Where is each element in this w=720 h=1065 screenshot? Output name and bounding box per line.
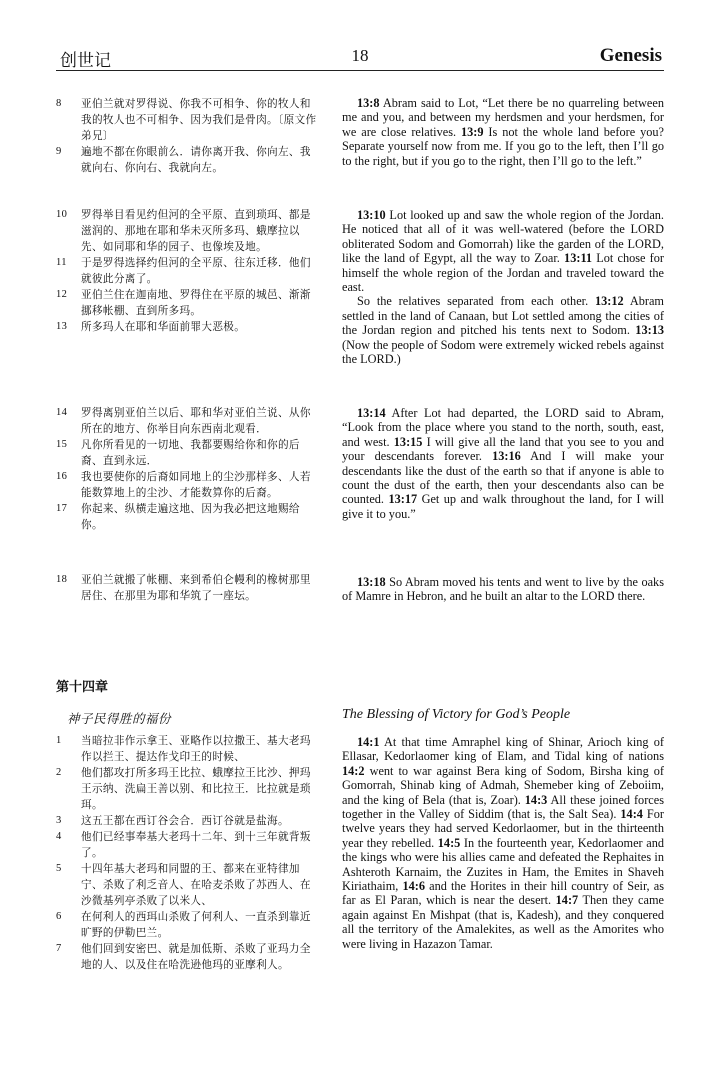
en-block-4 [342, 575, 664, 604]
verse-reference: 13:17 [388, 492, 418, 507]
verse-text: 他们已经事奉基大老玛十二年、到十三年就背叛了。 [81, 831, 311, 859]
verse-number: 1 [56, 735, 62, 746]
zh-verse [56, 501, 318, 533]
verse-reference: 13:12 [595, 294, 624, 309]
page-number: 18 [351, 46, 369, 65]
verse-text: 当暗拉非作示拿王、亚略作以拉撒王、基大老玛作以拦王、提达作戈印王的时候、 [81, 735, 311, 763]
en-paragraph [342, 575, 664, 604]
zh-verse [56, 469, 318, 501]
verse-text: All these joined forces together in the Valley of Siddim (that is, the Salt Sea). [342, 792, 664, 822]
verse-text: 遍地不都在你眼前么．请你离开我、你向左、我就向右、你向右、我就向左。 [81, 146, 311, 174]
verse-reference: 14:6 [402, 879, 425, 894]
zh-verse [56, 829, 318, 861]
zh-verse [56, 572, 318, 604]
verse-number: 13 [56, 321, 68, 332]
zh-verse [56, 207, 318, 255]
verse-text: I will give all the land that you see to you and your descendants forever. [342, 434, 664, 464]
verse-text: So the relatives separated from each other. [357, 294, 595, 309]
verse-reference: 13:8 [357, 96, 380, 110]
zh-verse [56, 437, 318, 469]
zh-verse [56, 255, 318, 287]
verse-reference: 14:7 [555, 893, 579, 908]
verse-reference: 14:1 [357, 735, 380, 749]
verse-text: 罗得举目看见约但河的全平原、直到琐珥、都是滋润的、那地在耶和华未灭所多玛、蛾摩拉以先、如同耶和华的园子、也像埃及地。 [81, 209, 311, 253]
verse-number: 3 [56, 815, 62, 826]
verse-text: 凡你所看见的一切地、我都要赐给你和你的后裔、直到永远． [81, 439, 300, 467]
verse-reference: 14:2 [342, 763, 365, 778]
en-paragraph [342, 96, 664, 168]
en-paragraph [342, 294, 664, 366]
verse-text: Lot looked up and saw the whole region of the Jordan. He noticed that all of it was well-watered (before the LORD obliterated Sodom and Gomorrah) like the garden of the LORD, like the land of Egypt, all the way to Zoar. [342, 208, 664, 266]
verse-number: 14 [56, 407, 68, 418]
zh-verse [56, 733, 318, 765]
verse-text: And I will make your descendants like the dust of the earth so that if anyone is able to count the dust of the earth, then your descendants also can be counted. [342, 449, 665, 507]
en-block-1 [342, 96, 664, 168]
verse-reference: 13:14 [357, 406, 386, 420]
verse-text: 亚伯兰住在迦南地、罗得住在平原的城邑、渐渐挪移帐棚、直到所多玛。 [81, 289, 311, 317]
zh-verse [56, 287, 318, 319]
verse-text: 他们回到安密巴、就是加低斯、杀败了亚玛力全地的人、以及住在哈洗逊他玛的亚摩利人。 [81, 943, 311, 971]
en-block-3 [342, 406, 664, 521]
verse-text: Then they came again against En Mishpat (that is, Kadesh), and they conquered all the territory of the Amalekites, as well as the Amorites who were living in Hazazon Tamar. [342, 893, 664, 951]
zh-verse [56, 144, 318, 176]
en-paragraph [342, 208, 664, 294]
verse-text: 他们都攻打所多玛王比拉、蛾摩拉王比沙、押玛王示纳、洗扁王善以别、和比拉王．比拉就是琐珥。 [81, 767, 311, 811]
zh-block-5 [56, 733, 318, 973]
verse-number: 10 [56, 209, 68, 220]
verse-text: went to war against Bera king of Sodom, Birsha king of Gomorrah, Shinab king of Admah, Shemeber king of Zeboiim, and the king of Bela (that is, Zoar). [342, 763, 664, 807]
verse-number: 18 [56, 574, 68, 585]
verse-text: For twelve years they had served Kedorlaomer, but in the thirteenth year they rebelled. [342, 807, 664, 850]
verse-text: 于是罗得选择约但河的全平原、往东迁移．他们就彼此分离了。 [81, 257, 311, 285]
en-paragraph [342, 735, 664, 951]
page-header [56, 44, 664, 71]
verse-text: 这五王都在西订谷会合．西订谷就是盐海。 [81, 815, 289, 827]
verse-text: Abram said to Lot, “Let there be no quarreling between me and you, and between my herdsmen and your herdsmen, for we are close relatives. [342, 96, 664, 139]
verse-number: 2 [56, 767, 62, 778]
verse-text: Get up and walk throughout the land, for I will give it to you.” [342, 492, 664, 521]
verse-number: 17 [56, 503, 68, 514]
zh-verse [56, 909, 318, 941]
en-block-5 [342, 735, 664, 951]
verse-text: 罗得离别亚伯兰以后、耶和华对亚伯兰说、从你所在的地方、你举目向东西南北观看． [81, 407, 311, 435]
chapter-title: 第十四章 [56, 680, 109, 695]
verse-number: 12 [56, 289, 68, 300]
zh-block-4 [56, 572, 318, 604]
zh-verse [56, 861, 318, 909]
verse-reference: 14:4 [620, 807, 643, 822]
verse-text: 在何利人的西珥山杀败了何利人、一直杀到靠近旷野的伊勒巴兰。 [81, 911, 311, 939]
verse-reference: 13:11 [564, 251, 593, 266]
verse-text: 亚伯兰就对罗得说、你我不可相争、你的牧人和我的牧人也不可相争、因为我们是骨肉。〔原文作弟兄〕 [81, 98, 317, 142]
zh-block-2 [56, 207, 318, 335]
verse-reference: 14:5 [437, 835, 461, 850]
verse-number: 4 [56, 831, 62, 842]
verse-number: 8 [56, 98, 62, 109]
zh-block-3 [56, 405, 318, 533]
zh-verse [56, 813, 318, 829]
zh-section-heading: 神子民得胜的福份 [67, 711, 172, 726]
verse-text: (Now the people of Sodom were extremely wicked rebels against the LORD.) [342, 337, 664, 367]
zh-block-1 [56, 96, 318, 176]
verse-number: 7 [56, 943, 62, 954]
zh-verse [56, 405, 318, 437]
en-block-2 [342, 208, 664, 366]
verse-number: 5 [56, 863, 62, 874]
verse-text: Is not the whole land before you? Separate yourself now from me. If you go to the left, then I’ll go to the right, but if you go to the right, then I’ll go to the left.” [342, 124, 664, 168]
verse-text: 所多玛人在耶和华面前罪大恶极。 [81, 321, 246, 333]
en-paragraph [342, 406, 664, 521]
verse-reference: 13:16 [492, 449, 521, 464]
verse-reference: 14:3 [524, 792, 548, 807]
verse-number: 15 [56, 439, 68, 450]
chinese-book-title: 创世记 [60, 51, 111, 71]
verse-number: 6 [56, 911, 62, 922]
verse-text: In the fourteenth year, Kedorlaomer and the kings who were his allies came and defeated the Rephaites in Ashteroth Karnaim, the Zuzites in Ham, the Emites in Shaveh Kiriathaim, [342, 835, 664, 894]
verse-text: Abram settled in the land of Canaan, but Lot settled among the cities of the Jordan region and pitched his tents next to Sodom. [342, 294, 665, 338]
verse-reference: 13:9 [460, 124, 484, 139]
zh-verse [56, 96, 318, 144]
verse-text: At that time Amraphel king of Shinar, Arioch king of Ellasar, Kedorlaomer king of Elam, and Tidal king of nations [342, 735, 664, 764]
verse-number: 9 [56, 146, 62, 157]
zh-verse [56, 941, 318, 973]
en-section-heading: The Blessing of Victory for God’s People [342, 707, 571, 722]
verse-text: 我也要使你的后裔如同地上的尘沙那样多、人若能数算地上的尘沙、才能数算你的后裔。 [81, 471, 311, 499]
verse-text: 亚伯兰就搬了帐棚、来到希伯仑幔利的橡树那里居住、在那里为耶和华筑了一座坛。 [81, 574, 311, 602]
verse-reference: 13:15 [393, 434, 423, 449]
verse-text: 你起来、纵横走遍这地、因为我必把这地赐给你。 [81, 503, 300, 531]
verse-reference: 13:18 [357, 575, 386, 589]
verse-number: 16 [56, 471, 68, 482]
english-book-title: Genesis [599, 45, 662, 66]
verse-text: and the Horites in their hill country of Seir, as far as El Paran, which is near the desert. [342, 879, 664, 908]
zh-verse [56, 319, 318, 335]
verse-text: So Abram moved his tents and went to live by the oaks of Mamre in Hebron, and he built an altar to the LORD there. [342, 575, 664, 604]
verse-number: 11 [56, 257, 67, 268]
zh-verse [56, 765, 318, 813]
verse-reference: 13:13 [635, 323, 664, 338]
verse-text: Lot chose for himself the whole region of the Jordan and traveled toward the east. [342, 251, 664, 295]
verse-text: 十四年基大老玛和同盟的王、都来在亚特律加宁、杀败了利乏音人、在哈麦杀败了苏西人、在沙微基列亭杀败了以米人、 [81, 863, 311, 907]
verse-text: After Lot had departed, the LORD said to Abram, “Look from the place where you stand to the north, south, east, and west. [342, 406, 664, 449]
verse-reference: 13:10 [357, 208, 386, 222]
